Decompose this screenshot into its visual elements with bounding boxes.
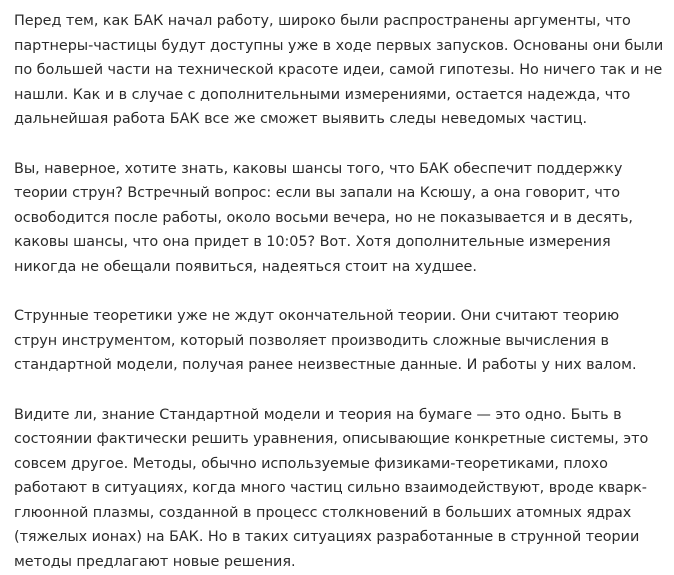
paragraph-1: Перед тем, как БАК начал работу, широко были распространены аргументы, что партнеры-частицы будут доступны уже в ходе первых запусков. Основаны они были по большей части на технической красоте идеи, самой гипотезы. Но ничего так и не нашли. Как и в случае с дополнительными измерениями, остается надежда, что дальнейшая работа БАК все же сможет выявить следы неведомых частиц.	[14, 13, 664, 128]
article-body	[14, 9, 664, 575]
paragraph-4: Видите ли, знание Стандартной модели и теория на бумаге — это одно. Быть в состоянии фактически решить уравнения, описывающие конкретные системы, это совсем другое. Методы, обычно используемые физиками-теоретиками, плохо работают в ситуациях, когда много частиц сильно взаимодействуют, вроде кварк-глюонной плазмы, созданной в процесс столкновений в больших атомных ядрах (тяжелых ионах) на БАК. Но в таких ситуациях разработанные в струнной теории методы предлагают новые решения.	[14, 406, 649, 571]
paragraph-3: Струнные теоретики уже не ждут окончательной теории. Они считают теорию струн инструментом, который позволяет производить сложные вычисления в стандартной модели, получая ранее неизвестные данные. И работы у них валом.	[14, 308, 637, 374]
paragraph-2: Вы, наверное, хотите знать, каковы шансы того, что БАК обеспечит поддержку теории струн? Встречный вопрос: если вы запали на Ксюшу, а она говорит, что освободится после работы, около восьми вечера, но не показывается и в десять, каковы шансы, что она придет в 10:05? Вот. Хотя дополнительные измерения никогда не обещали появиться, надеяться стоит на худшее.	[14, 160, 633, 275]
